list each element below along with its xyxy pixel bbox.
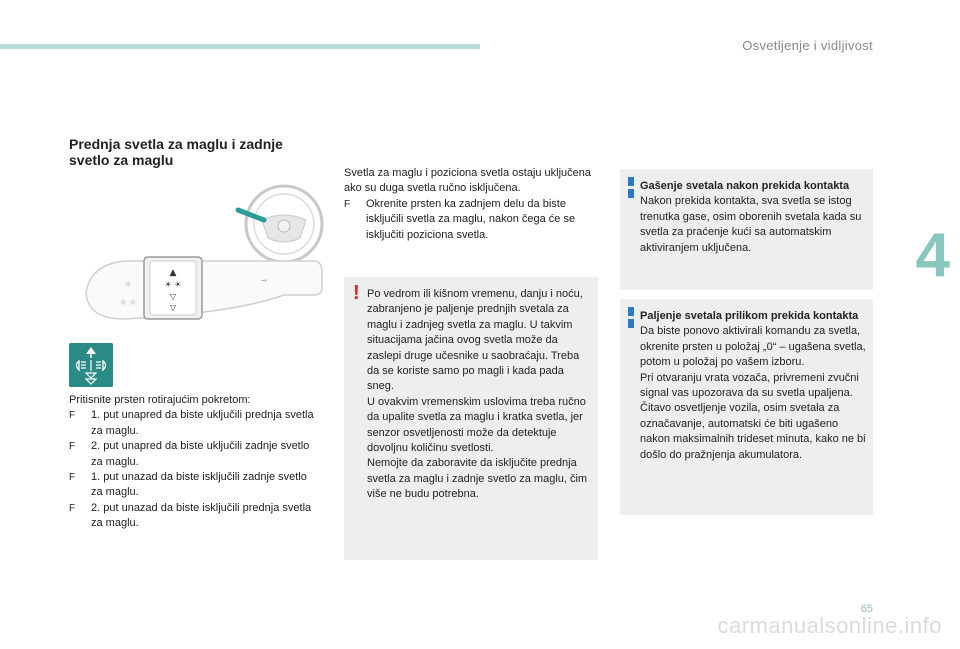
bullet-mark: F	[69, 410, 76, 422]
fog-light-instructions	[69, 393, 319, 532]
svg-text:▽: ▽	[169, 292, 177, 301]
info-title: Gašenje svetala nakon prekida kontakta	[640, 180, 850, 192]
intro-text: Svetla za maglu i poziciona svetla ostaju uključena ako su duga svetla ručno isključena.	[344, 167, 592, 195]
page-number: 65	[860, 603, 873, 615]
warning-paragraph: U ovakvim vremenskim uslovima treba ručno da upalite svetla za maglu i kratka svetla, jer senzor osvetljenosti može da detektuje dovoljnu količinu svetlosti.	[367, 395, 586, 455]
step-text: 1. put unazad da biste isključili zadnje svetlo za maglu.	[91, 471, 307, 499]
svg-text:☼: ☼	[124, 280, 132, 289]
bullet-mark: F	[69, 502, 76, 514]
svg-text:⊸: ⊸	[260, 276, 268, 285]
section-title: Osvetljenje i vidljivost	[742, 38, 873, 53]
heading-line-1: Prednja svetla za maglu i zadnje	[69, 136, 283, 152]
step-list	[344, 197, 598, 243]
svg-text:▲: ▲	[169, 268, 177, 278]
info-title: Paljenje svetala prilikom prekida kontakta	[640, 310, 859, 322]
info-content	[640, 309, 868, 463]
bullet-mark: F	[344, 198, 351, 210]
svg-text:☀ ☀: ☀ ☀	[164, 280, 182, 289]
heading-line-2: svetlo za maglu	[69, 152, 174, 168]
list-item	[69, 501, 319, 532]
info-box-lights-off	[620, 169, 873, 290]
info-paragraph: Pri otvaranju vrata vozača, privremeni zvučni signal vas upozorava da su svetla upaljena.	[640, 371, 859, 400]
info-paragraph: Čitavo osvetljenje vozila, osim svetala za označavanje, automatski će biti ugašeno nakon maksimalnih trideset minuta, kako ne bi došlo do pražnjenja akumulatora.	[640, 402, 866, 461]
list-item	[69, 439, 319, 470]
warning-box	[344, 277, 598, 560]
svg-text:▽: ▽	[169, 303, 177, 312]
info-content	[640, 179, 868, 256]
page-heading	[69, 136, 329, 168]
step-text: Okrenite prsten ka zadnjem delu da biste isključili svetla za maglu, nakon čega će se isključiti poziciona svetla.	[366, 197, 576, 241]
light-stalk-illustration	[84, 253, 324, 325]
step-text: 2. put unazad da biste isključili prednja svetla za maglu.	[91, 501, 312, 530]
info-icon	[628, 307, 634, 328]
chapter-number: 4	[915, 221, 950, 290]
warning-paragraph: Po vedrom ili kišnom vremenu, danju i noću, zabranjeno je paljenje prednjih svetala za maglu i zadnjeg svetla za maglu. U takvim situacijama jačina ovog svetla može da zaslepi druge učesnike u saobraćaju. Treba da se koriste samo po magli i kada pada sneg.	[367, 288, 583, 393]
bullet-mark: F	[69, 441, 76, 453]
list-item	[69, 408, 319, 439]
info-paragraph: Da biste ponovo aktivirali komandu za svetla, okrenite prsten u položaj „0“ – ugašena svetla, potom u položaj po vašem izboru.	[640, 325, 866, 369]
step-text: 2. put unapred da biste uključili zadnje svetlo za maglu.	[91, 440, 310, 468]
warning-paragraph: Nemojte da zaboravite da isključite prednja svetla za maglu i zadnje svetlo za maglu, čim više ne budu potrebna.	[367, 457, 588, 501]
bullet-mark: F	[69, 472, 76, 484]
step-text: 1. put unapred da biste uključili prednja svetla za maglu.	[91, 409, 314, 437]
watermark: carmanualsonline.info	[717, 613, 942, 638]
position-lights-note	[344, 166, 598, 243]
list-item	[69, 470, 319, 501]
svg-text:☼ ☼: ☼ ☼	[119, 298, 137, 307]
warning-icon: !	[353, 282, 360, 304]
list-item	[344, 197, 598, 243]
instruction-text: Pritisnite prsten rotirajućim pokretom:	[69, 394, 251, 406]
fog-light-symbol-icon	[69, 343, 113, 387]
info-icon	[628, 177, 634, 198]
warning-text	[367, 287, 589, 503]
step-list	[69, 408, 319, 531]
header-accent-bar	[0, 44, 480, 49]
info-box-lights-on	[620, 299, 873, 515]
info-paragraph: Nakon prekida kontakta, sva svetla se istog trenutka gase, osim oborenih svetala kada su svetla za praćenje kući sa automatskim aktiviranjem uključena.	[640, 195, 862, 254]
